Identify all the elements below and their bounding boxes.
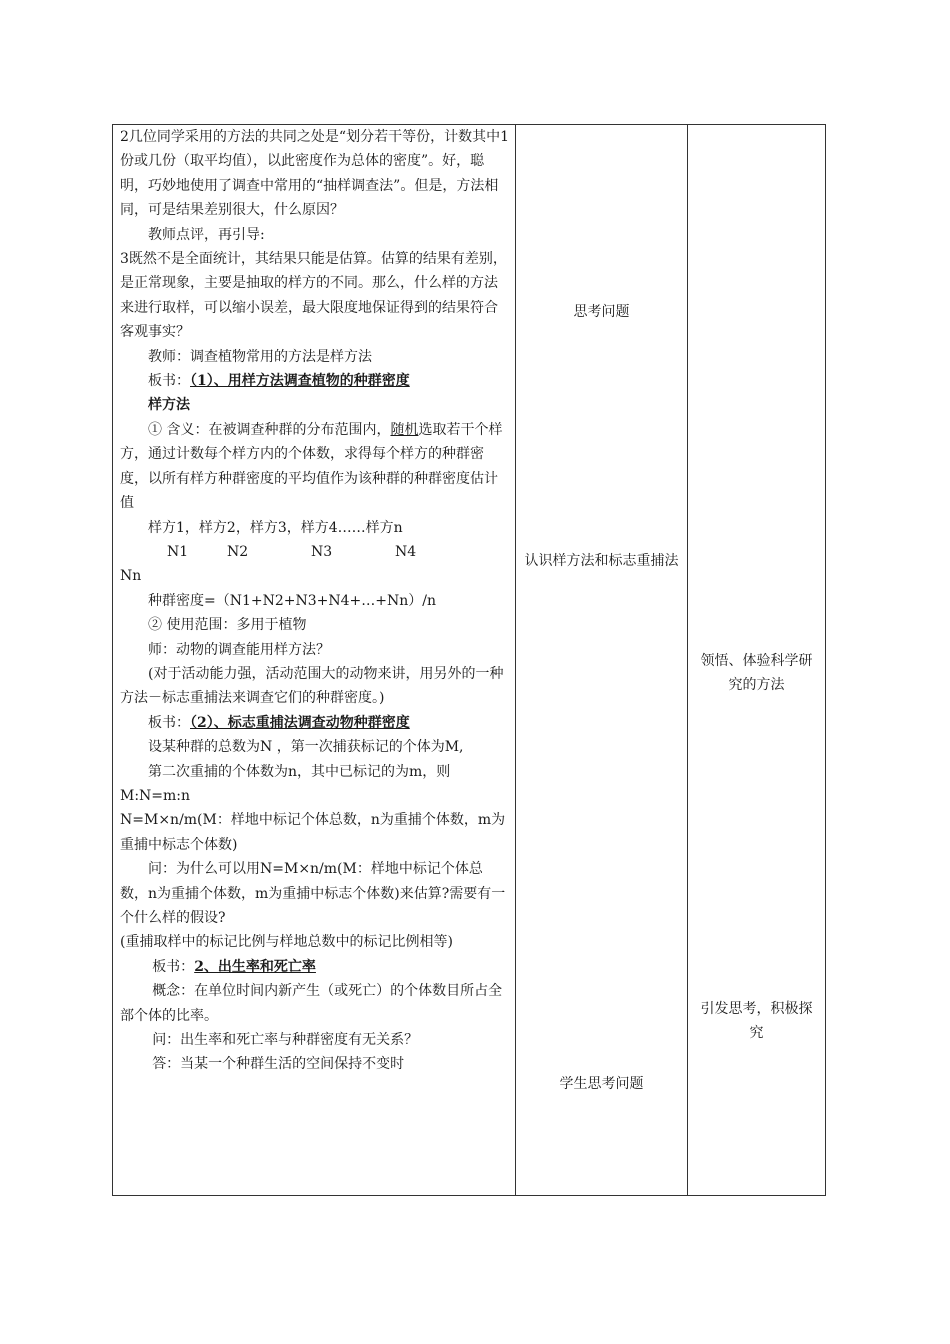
n-label-2: N2 bbox=[227, 543, 249, 560]
paragraph-samples: 样方1，样方2，样方3，样方4……样方n bbox=[148, 519, 403, 536]
student-note-think-2: 学生思考问题 bbox=[559, 1076, 644, 1092]
paragraph-answer: 答：当某一个种群生活的空间保持不变时 bbox=[152, 1056, 405, 1073]
paragraph-teacher-comment: 教师点评，再引导: bbox=[148, 226, 265, 243]
n-label-last: Nn bbox=[120, 568, 142, 585]
board-prefix: 板书： bbox=[152, 958, 195, 975]
teacher-activity-text bbox=[120, 125, 509, 1077]
paragraph-setup-2: 第二次重捕的个体数为n，其中已标记的为m，则M:N=m:n bbox=[120, 763, 451, 804]
n-label-4: N4 bbox=[395, 543, 417, 560]
paragraph-assumption: (重捕取样中的标记比例与样地总数中的标记比例相等) bbox=[120, 934, 453, 951]
note-animal: (对于活动能力强，活动范围大的动物来讲，用另外的一种方法－标志重捕法来调查它们的种群密度。) bbox=[120, 665, 504, 707]
board-title-birth-death: 2、出生率和死亡率 bbox=[194, 958, 316, 975]
student-activity-cell bbox=[516, 125, 688, 1195]
n-label-3: N3 bbox=[311, 543, 333, 560]
paragraph-quadrat-intro: 教师：调查植物常用的方法是样方法 bbox=[148, 348, 372, 365]
board-title-quadrat: （1）、用样方法调查植物的种群密度 bbox=[190, 373, 410, 390]
student-note-think: 思考问题 bbox=[573, 304, 630, 320]
method-title: 样方法 bbox=[148, 397, 190, 414]
paragraph-estimation: 3既然不是全面统计，其结果只能是估算。估算的结果有差别，是正常现象，主要是抽取的样方的不同。那么，什么样的方法来进行取样，可以缩小误差，最大限度地保证得到的结果符合客观事实？ bbox=[120, 251, 507, 341]
paragraph-scope: ② 使用范围：多用于植物 bbox=[148, 617, 307, 634]
n-labels-row bbox=[120, 540, 509, 564]
density-formula: 种群密度=（N1+N2+N3+N4+…+Nn）/n bbox=[148, 592, 437, 609]
board-heading-1 bbox=[120, 369, 509, 393]
intent-note-explore: 引发思考，积极探究 bbox=[700, 1001, 813, 1042]
definition-random: 随机 bbox=[390, 421, 419, 438]
paragraph-concept: 概念：在单位时间内新产生（或死亡）的个体数目所占全部个体的比率。 bbox=[120, 983, 503, 1024]
board-prefix: 板书： bbox=[148, 373, 190, 390]
design-intent-cell bbox=[688, 125, 825, 1195]
paragraph-definition bbox=[120, 418, 509, 516]
paragraph-common-method: 2几位同学采用的方法的共同之处是“划分若干等份，计数其中1份或几份（取平均值），以此密度作为总体的密度”。好，聪明，巧妙地使用了调查中常用的“抽样调查法”。但是，方法相同，可是结果差别很大，什么原因？ bbox=[120, 129, 509, 219]
paragraph-formula: N=M×n/m(M：样地中标记个体总数，n为重捕个体数，m为重捕中标志个体数) bbox=[120, 812, 506, 853]
intent-note-science: 领悟、体验科学研究的方法 bbox=[700, 653, 813, 694]
question-rate: 问：出生率和死亡率与种群密度有无关系？ bbox=[152, 1032, 419, 1049]
board-prefix: 板书： bbox=[148, 714, 190, 731]
student-note-methods: 认识样方法和标志重捕法 bbox=[524, 553, 679, 569]
lesson-plan-table bbox=[112, 124, 826, 1196]
paragraph-setup-1: 设某种群的总数为N ，第一次捕获标记的个体为M, bbox=[148, 739, 464, 756]
question-why: 问：为什么可以用N=M×n/m(M：样地中标记个体总数，n为重捕个体数，m为重捕中标志个体数)来估算?需要有一个什么样的假设? bbox=[120, 861, 506, 926]
definition-part-b: 选取若干个样方，通过计数每个样方内的个体数，求得每个样方的种群密度，以所有样方种群密度的平均值作为该种群的种群密度估计值 bbox=[120, 421, 503, 512]
teacher-activity-cell bbox=[113, 125, 516, 1195]
definition-part-a: ① 含义：在被调查种群的分布范围内， bbox=[148, 421, 391, 438]
board-heading-2 bbox=[120, 711, 509, 735]
board-heading-3 bbox=[120, 955, 509, 979]
question-animal: 师：动物的调查能用样方法？ bbox=[148, 641, 330, 658]
n-label-1: N1 bbox=[167, 543, 189, 560]
board-title-mark-recapture: （2）、标志重捕法调查动物种群密度 bbox=[190, 714, 410, 731]
